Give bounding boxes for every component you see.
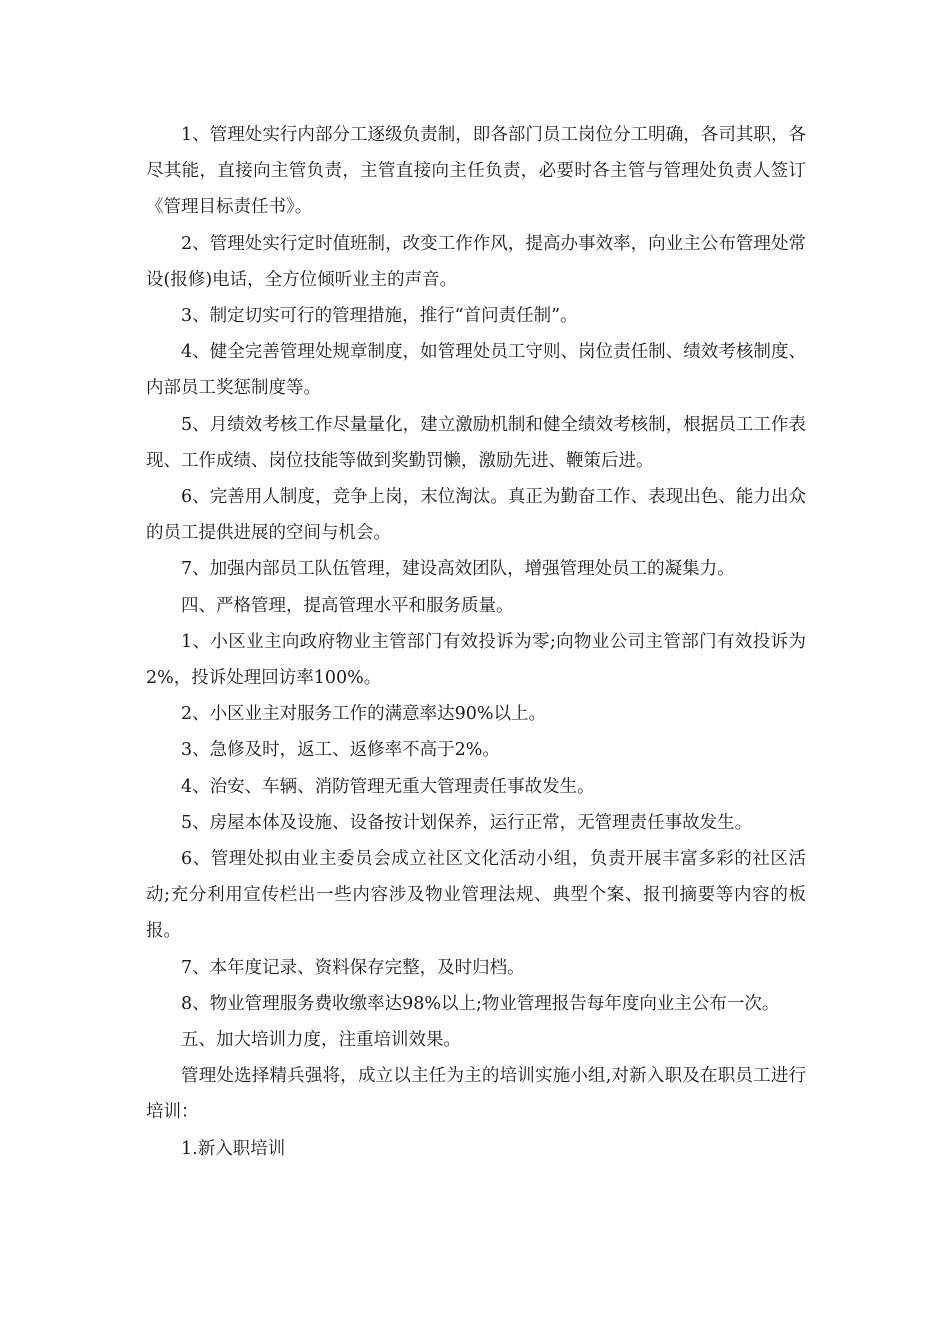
paragraph-3: 3、制定切实可行的管理措施，推行“首问责任制”。 xyxy=(181,306,578,327)
document-body xyxy=(146,117,806,1167)
paragraph-1: 1、管理处实行内部分工逐级负责制，即各部门员工岗位分工明确，各司其职，各尽其能，直接向主管负责，主管直接向主任负责，必要时各主管与管理处负责人签订《管理目标责任书》。 xyxy=(146,125,806,218)
paragraph-5: 5、月绩效考核工作尽量量化，建立激励机制和健全绩效考核制，根据员工工作表现、工作成绩、岗位技能等做到奖勤罚懒，激励先进、鞭策后进。 xyxy=(146,414,806,471)
paragraph-14: 7、本年度记录、资料保存完整，及时归档。 xyxy=(181,957,525,978)
paragraph-8: 1、小区业主向政府物业主管部门有效投诉为零;向物业公司主管部门有效投诉为2%，投诉处理回访率100%。 xyxy=(146,631,806,689)
paragraph-16: 管理处选择精兵强将，成立以主任为主的培训实施小组,对新入职及在职员工进行培训： xyxy=(146,1066,806,1123)
paragraph-6: 6、完善用人制度，竞争上岗，末位淘汰。真正为勤奋工作、表现出色、能力出众的员工提供进展的空间与机会。 xyxy=(146,487,806,544)
section-heading-4: 四、严格管理，提高管理水平和服务质量。 xyxy=(181,595,514,616)
paragraph-12: 5、房屋本体及设施、设备按计划保养，运行正常，无管理责任事故发生。 xyxy=(181,812,753,833)
paragraph-7: 7、加强内部员工队伍管理，建设高效团队，增强管理处员工的凝集力。 xyxy=(181,559,735,580)
section-heading-5: 五、加大培训力度，注重培训效果。 xyxy=(181,1030,461,1051)
paragraph-10: 3、急修及时，返工、返修率不高于2%。 xyxy=(181,740,500,761)
paragraph-4: 4、健全完善管理处规章制度，如管理处员工守则、岗位责任制、绩效考核制度、内部员工奖惩制度等。 xyxy=(146,342,806,399)
paragraph-2: 2、管理处实行定时值班制，改变工作作风，提高办事效率，向业主公布管理处常设(报修)电话，全方位倾听业主的声音。 xyxy=(146,233,806,290)
paragraph-9: 2、小区业主对服务工作的满意率达90%以上。 xyxy=(181,704,547,725)
paragraph-11: 4、治安、车辆、消防管理无重大管理责任事故发生。 xyxy=(181,776,595,797)
paragraph-13: 6、管理处拟由业主委员会成立社区文化活动小组，负责开展丰富多彩的社区活动;充分利用宣传栏出一些内容涉及物业管理法规、典型个案、报刊摘要等内容的板报。 xyxy=(146,849,806,942)
paragraph-15: 8、物业管理服务费收缴率达98%以上;物业管理报告每年度向业主公布一次。 xyxy=(181,993,780,1014)
paragraph-17: 1.新入职培训 xyxy=(181,1138,286,1159)
